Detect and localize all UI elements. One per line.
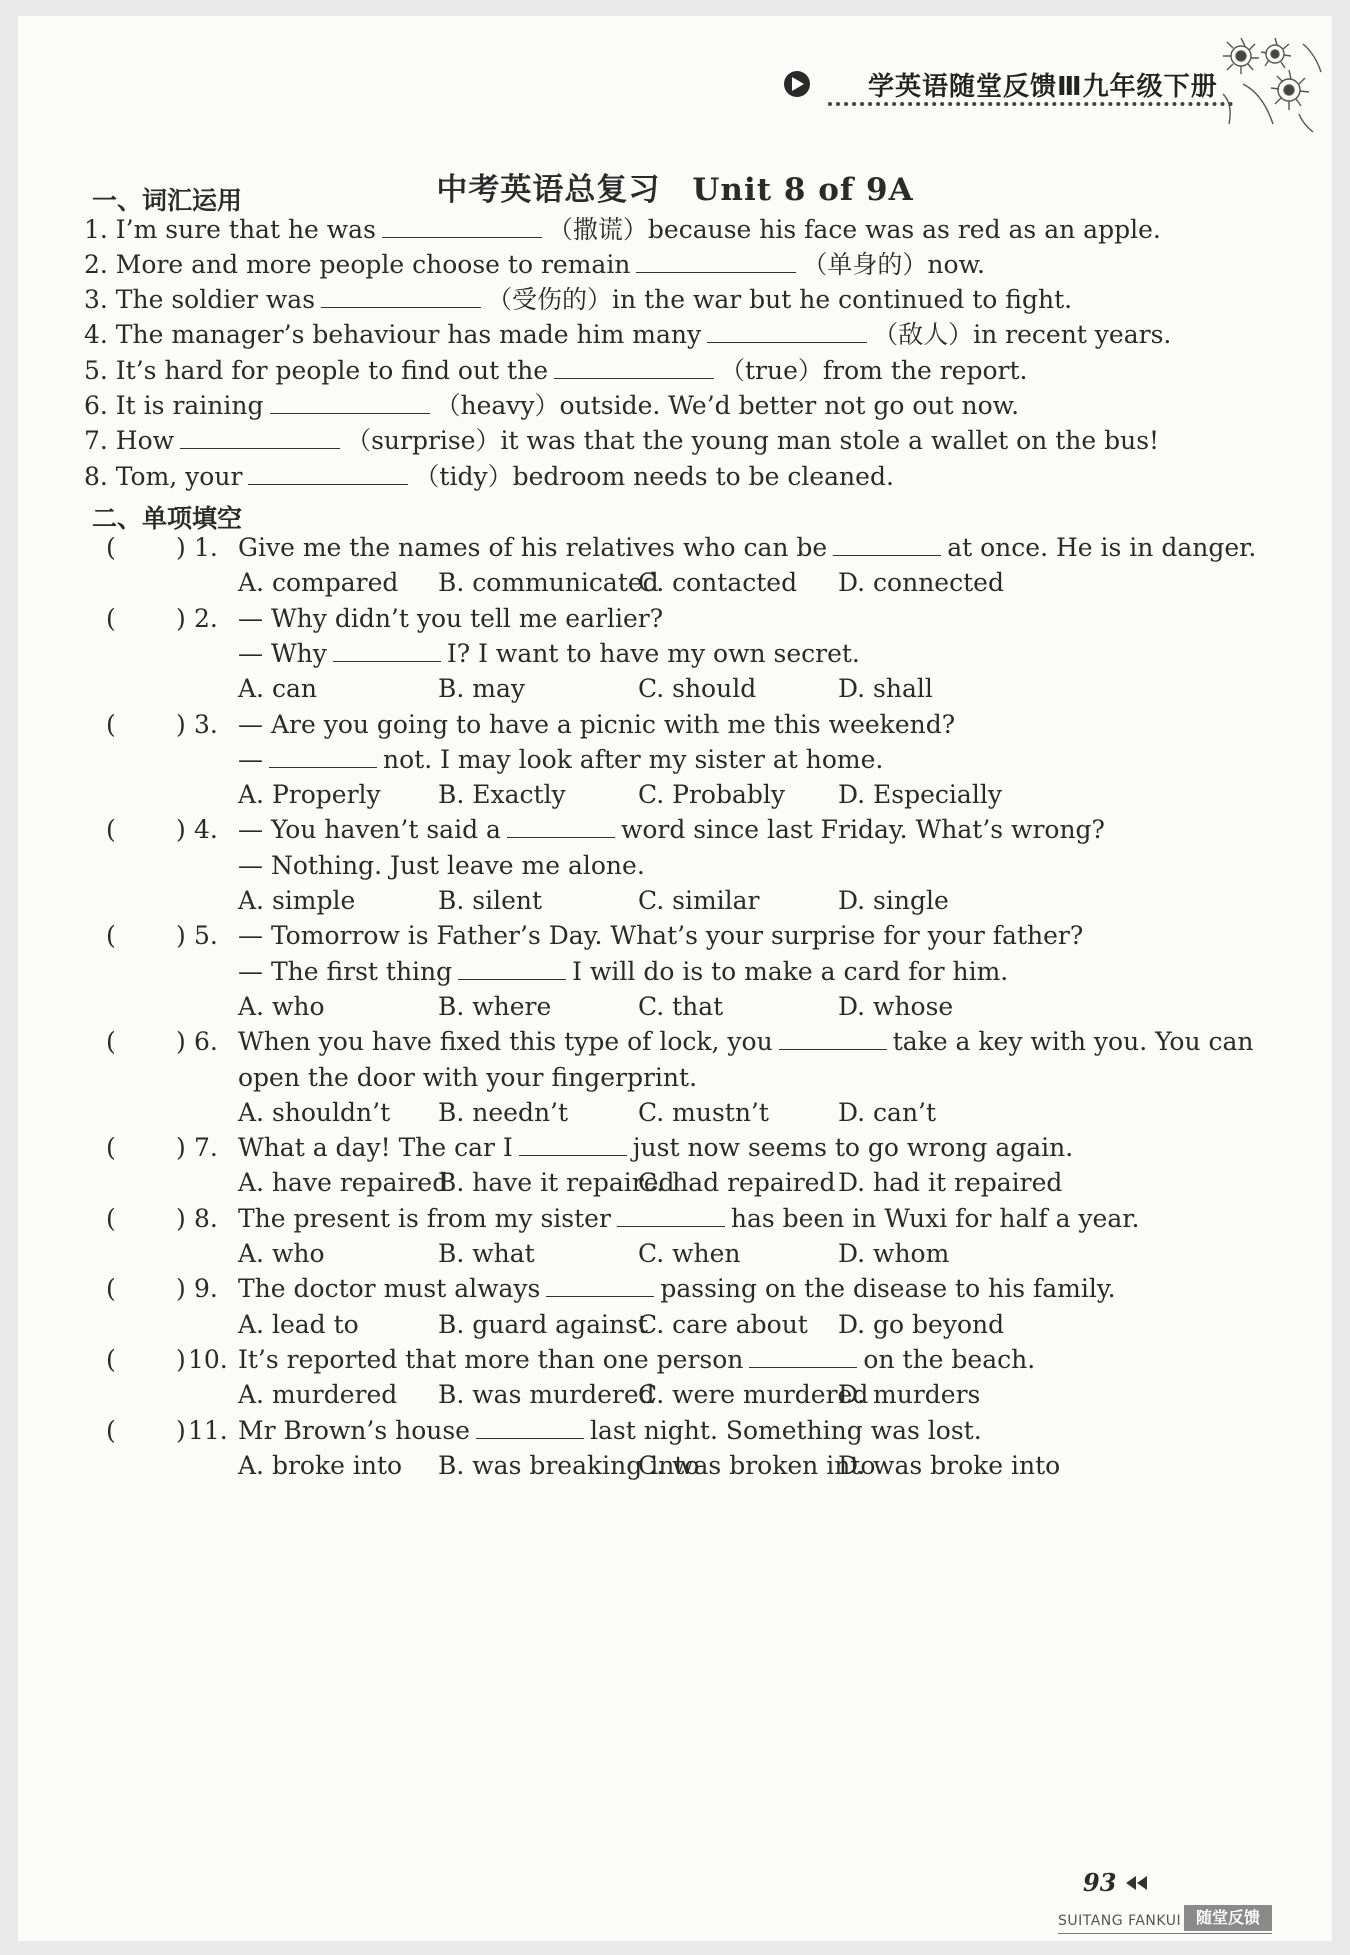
page-header: [18, 16, 1332, 146]
question-text: open the door with your fingerprint.: [238, 1062, 698, 1092]
paren-right: ): [176, 1133, 186, 1163]
answer-parentheses[interactable]: [106, 921, 186, 951]
paren-left: (: [106, 709, 116, 739]
paren-right: ): [176, 815, 186, 845]
answer-option[interactable]: A. who: [238, 1239, 325, 1268]
question-text: last night. Something was lost.: [589, 1415, 982, 1445]
answer-option[interactable]: B. have it repaired: [438, 1168, 675, 1198]
paren-right: ): [176, 1027, 186, 1057]
answer-parentheses[interactable]: [106, 709, 186, 740]
question-number: 10.: [188, 1344, 228, 1374]
answer-option[interactable]: A. can: [238, 674, 317, 704]
question-text: When you have fixed this type of lock, you: [238, 1027, 773, 1057]
question-stem: [238, 957, 1008, 987]
answer-blank[interactable]: [617, 1204, 725, 1227]
question-stem: [238, 1063, 697, 1093]
sunflower-decoration-icon: [1203, 24, 1328, 139]
vocab-item: [84, 250, 985, 280]
answer-option[interactable]: D. single: [838, 886, 949, 915]
question-text: take a key with you. You can: [892, 1027, 1254, 1057]
answer-option[interactable]: C. when: [638, 1239, 741, 1268]
play-icon: [784, 71, 810, 97]
question-number: 7.: [194, 1133, 218, 1163]
answer-option[interactable]: B. silent: [438, 886, 543, 915]
question-stem: [238, 1133, 1073, 1163]
question-number: 6.: [194, 1027, 218, 1057]
answer-option[interactable]: A. murdered: [238, 1380, 398, 1410]
section-heading-multiple-choice: 二、单项填空: [92, 504, 243, 533]
question-stem: [238, 1204, 1139, 1234]
question-number: 1.: [194, 533, 218, 562]
question-text: — Why: [238, 638, 327, 668]
vocab-item-text: 6. It is raining: [84, 391, 264, 420]
answer-blank[interactable]: [270, 391, 430, 414]
answer-option[interactable]: D. shall: [838, 674, 933, 704]
question-stem: [238, 745, 883, 775]
paren-left: (: [106, 603, 116, 633]
question-text: I? I want to have my own secret.: [446, 638, 860, 668]
vocab-item-hint: （surprise）it was that the young man stole a wallet on the bus!: [346, 426, 1160, 455]
answer-option[interactable]: C. had repaired: [638, 1168, 836, 1198]
answer-option[interactable]: B. guard against: [438, 1309, 648, 1339]
paren-right: ): [176, 1203, 186, 1233]
paren-right: ): [176, 921, 186, 951]
answer-parentheses[interactable]: [106, 815, 186, 845]
vocab-item: [84, 356, 1027, 386]
question-text: It’s reported that more than one person: [238, 1344, 744, 1374]
question-text: The doctor must always: [238, 1274, 541, 1304]
question-text: The present is from my sister: [238, 1203, 611, 1233]
paren-right: ): [176, 1274, 186, 1304]
question-stem: [238, 1345, 1035, 1375]
answer-option[interactable]: D. whom: [838, 1239, 950, 1268]
answer-option[interactable]: B. was breaking into: [438, 1450, 700, 1480]
question-text: word since last Friday. What’s wrong?: [620, 815, 1105, 845]
question-text: on the beach.: [863, 1344, 1036, 1374]
vocab-item-text: 5. It’s hard for people to find out the: [84, 356, 549, 385]
double-arrow-left-icon: [1126, 1876, 1148, 1890]
answer-parentheses[interactable]: [106, 1415, 186, 1446]
vocab-item-text: 8. Tom, your: [84, 462, 243, 491]
question-number: 5.: [194, 921, 218, 951]
answer-blank[interactable]: [636, 250, 796, 273]
vocab-item-text: 1. I’m sure that he was: [84, 215, 376, 244]
answer-option[interactable]: C. contacted: [638, 568, 798, 598]
question-number: 4.: [194, 815, 218, 845]
page-title: 中考英语总复习 Unit 8 of 9A: [436, 172, 914, 208]
answer-option[interactable]: A. broke into: [238, 1450, 403, 1480]
footer-divider: [1058, 1933, 1272, 1934]
answer-option[interactable]: A. compared: [238, 568, 399, 598]
question-text: I will do is to make a card for him.: [572, 956, 1009, 986]
question-text: not. I may look after my sister at home.: [383, 744, 884, 774]
question-stem: [238, 1416, 982, 1446]
vocab-item: [84, 462, 894, 492]
vocab-item-text: 2. More and more people choose to remain: [84, 250, 631, 279]
paren-right: ): [176, 603, 186, 633]
paren-left: (: [106, 1415, 116, 1445]
answer-option[interactable]: C. mustn’t: [638, 1097, 769, 1127]
vocab-item-hint: （单身的）now.: [802, 250, 985, 279]
answer-parentheses[interactable]: [106, 533, 186, 563]
question-number: 9.: [194, 1274, 218, 1304]
paren-left: (: [106, 921, 116, 951]
question-text: — Tomorrow is Father’s Day. What’s your surprise for your father?: [238, 921, 1084, 951]
vocab-item: [84, 426, 1159, 456]
paren-left: (: [106, 1027, 116, 1057]
answer-option[interactable]: A. Properly: [238, 780, 381, 810]
question-stem: [238, 533, 1256, 563]
vocab-item-text: 7. How: [84, 426, 175, 455]
question-stem: [238, 1274, 1116, 1304]
footer-badge: 随堂反馈: [1184, 1905, 1272, 1931]
answer-blank[interactable]: [749, 1345, 857, 1368]
question-number: 3.: [194, 709, 218, 739]
question-text: Give me the names of his relatives who can be: [238, 533, 828, 562]
answer-option[interactable]: C. Probably: [638, 780, 785, 810]
question-text: — Are you going to have a picnic with me this weekend?: [238, 709, 956, 739]
answer-option[interactable]: D. whose: [838, 991, 954, 1021]
paren-left: (: [106, 1203, 116, 1233]
vocab-item-hint: （撒谎）because his face was as red as an apple.: [547, 215, 1161, 244]
answer-blank[interactable]: [321, 285, 481, 308]
answer-parentheses[interactable]: [106, 1133, 186, 1163]
answer-option[interactable]: D. had it repaired: [838, 1168, 1063, 1198]
answer-option[interactable]: C. care about: [638, 1309, 808, 1339]
footer-brand: SUITANG FANKUI: [1058, 1913, 1182, 1929]
answer-blank[interactable]: [382, 215, 542, 238]
answer-option[interactable]: B. may: [438, 674, 525, 704]
question-number: 11.: [188, 1415, 228, 1445]
paren-left: (: [106, 1133, 116, 1163]
paren-right: ): [176, 1415, 186, 1445]
answer-blank[interactable]: [707, 320, 867, 343]
answer-option[interactable]: A. simple: [238, 886, 356, 915]
answer-option[interactable]: C. that: [638, 991, 724, 1021]
question-number: 8.: [194, 1203, 218, 1233]
worksheet-page: [18, 16, 1332, 1941]
question-text: Mr Brown’s house: [238, 1415, 470, 1445]
answer-option[interactable]: B. Exactly: [438, 780, 566, 810]
paren-right: ): [176, 1344, 186, 1374]
paren-right: ): [176, 709, 186, 739]
answer-blank[interactable]: [458, 957, 566, 980]
vocab-item-hint: （heavy）outside. We’d better not go out now.: [435, 391, 1020, 420]
section-heading-vocabulary: 一、词汇运用: [92, 186, 243, 215]
question-text: —: [238, 744, 263, 774]
question-text: — You haven’t said a: [238, 815, 501, 845]
question-stem: [238, 851, 645, 881]
answer-blank[interactable]: [546, 1274, 654, 1297]
question-stem: [238, 1027, 1254, 1057]
question-stem: [238, 604, 663, 634]
answer-parentheses[interactable]: [106, 1274, 186, 1304]
answer-blank[interactable]: [554, 356, 714, 379]
question-text: — The first thing: [238, 956, 453, 986]
answer-option[interactable]: A. have repaired: [238, 1168, 449, 1198]
vocab-item: [84, 215, 1161, 245]
vocab-item: [84, 285, 1072, 315]
answer-option[interactable]: C. was broken into: [638, 1450, 876, 1480]
question-text: What a day! The car I: [238, 1133, 513, 1163]
vocab-item: [84, 320, 1171, 350]
vocab-item-hint: （true）from the report.: [720, 356, 1028, 385]
answer-option[interactable]: A. lead to: [238, 1309, 359, 1339]
question-stem: [238, 815, 1105, 845]
vocab-item-text: 4. The manager’s behaviour has made him many: [84, 320, 702, 349]
series-title: 学英语随堂反馈Ⅲ九年级下册: [868, 72, 1218, 102]
vocab-item-hint: （受伤的）in the war but he continued to fight.: [487, 285, 1073, 314]
answer-option[interactable]: D. Especially: [838, 780, 1002, 810]
answer-option[interactable]: C. should: [638, 674, 757, 704]
question-stem: [238, 921, 1083, 951]
vocab-item: [84, 391, 1019, 421]
answer-parentheses[interactable]: [106, 1344, 186, 1375]
paren-left: (: [106, 533, 116, 562]
answer-blank[interactable]: [507, 815, 615, 838]
answer-option[interactable]: D. connected: [838, 568, 1004, 598]
question-text: — Nothing. Just leave me alone.: [238, 850, 645, 880]
answer-option[interactable]: A. shouldn’t: [238, 1097, 391, 1127]
answer-option[interactable]: B. what: [438, 1239, 535, 1268]
answer-blank[interactable]: [333, 639, 441, 662]
question-text: just now seems to go wrong again.: [632, 1133, 1074, 1163]
answer-option[interactable]: B. was murdered: [438, 1380, 655, 1410]
vocab-item-hint: （tidy）bedroom needs to be cleaned.: [414, 462, 894, 491]
paren-right: ): [176, 533, 186, 562]
vocab-item-text: 3. The soldier was: [84, 285, 316, 314]
answer-blank[interactable]: [476, 1416, 584, 1439]
answer-option[interactable]: D. can’t: [838, 1097, 937, 1127]
answer-blank[interactable]: [248, 462, 408, 485]
answer-option[interactable]: C. were murdered: [638, 1380, 869, 1410]
answer-blank[interactable]: [833, 533, 941, 556]
question-text: has been in Wuxi for half a year.: [730, 1203, 1140, 1233]
answer-blank[interactable]: [519, 1133, 627, 1156]
answer-parentheses[interactable]: [106, 603, 186, 634]
question-text: — Why didn’t you tell me earlier?: [238, 603, 664, 633]
vocab-item-hint: （敌人）in recent years.: [873, 320, 1172, 349]
question-text: passing on the disease to his family.: [660, 1274, 1116, 1304]
paren-left: (: [106, 1344, 116, 1374]
question-text: at once. He is in danger.: [947, 533, 1257, 562]
answer-option[interactable]: C. similar: [638, 886, 760, 915]
answer-option[interactable]: D. was broke into: [838, 1450, 1061, 1480]
answer-blank[interactable]: [269, 745, 377, 768]
answer-option[interactable]: B. where: [438, 991, 552, 1021]
answer-option[interactable]: B. communicated: [438, 568, 659, 598]
question-number: 2.: [194, 603, 218, 633]
answer-option[interactable]: A. who: [238, 991, 325, 1021]
answer-parentheses[interactable]: [106, 1203, 186, 1234]
answer-option[interactable]: B. needn’t: [438, 1097, 569, 1127]
page-number: 93: [1083, 1868, 1117, 1897]
paren-left: (: [106, 1274, 116, 1304]
header-divider: [828, 102, 1233, 106]
answer-blank[interactable]: [779, 1027, 887, 1050]
answer-blank[interactable]: [180, 426, 340, 449]
question-stem: [238, 710, 955, 740]
answer-parentheses[interactable]: [106, 1027, 186, 1057]
question-stem: [238, 639, 860, 669]
answer-option[interactable]: D. go beyond: [838, 1309, 1005, 1339]
paren-left: (: [106, 815, 116, 845]
answer-option[interactable]: D. murders: [838, 1380, 981, 1410]
